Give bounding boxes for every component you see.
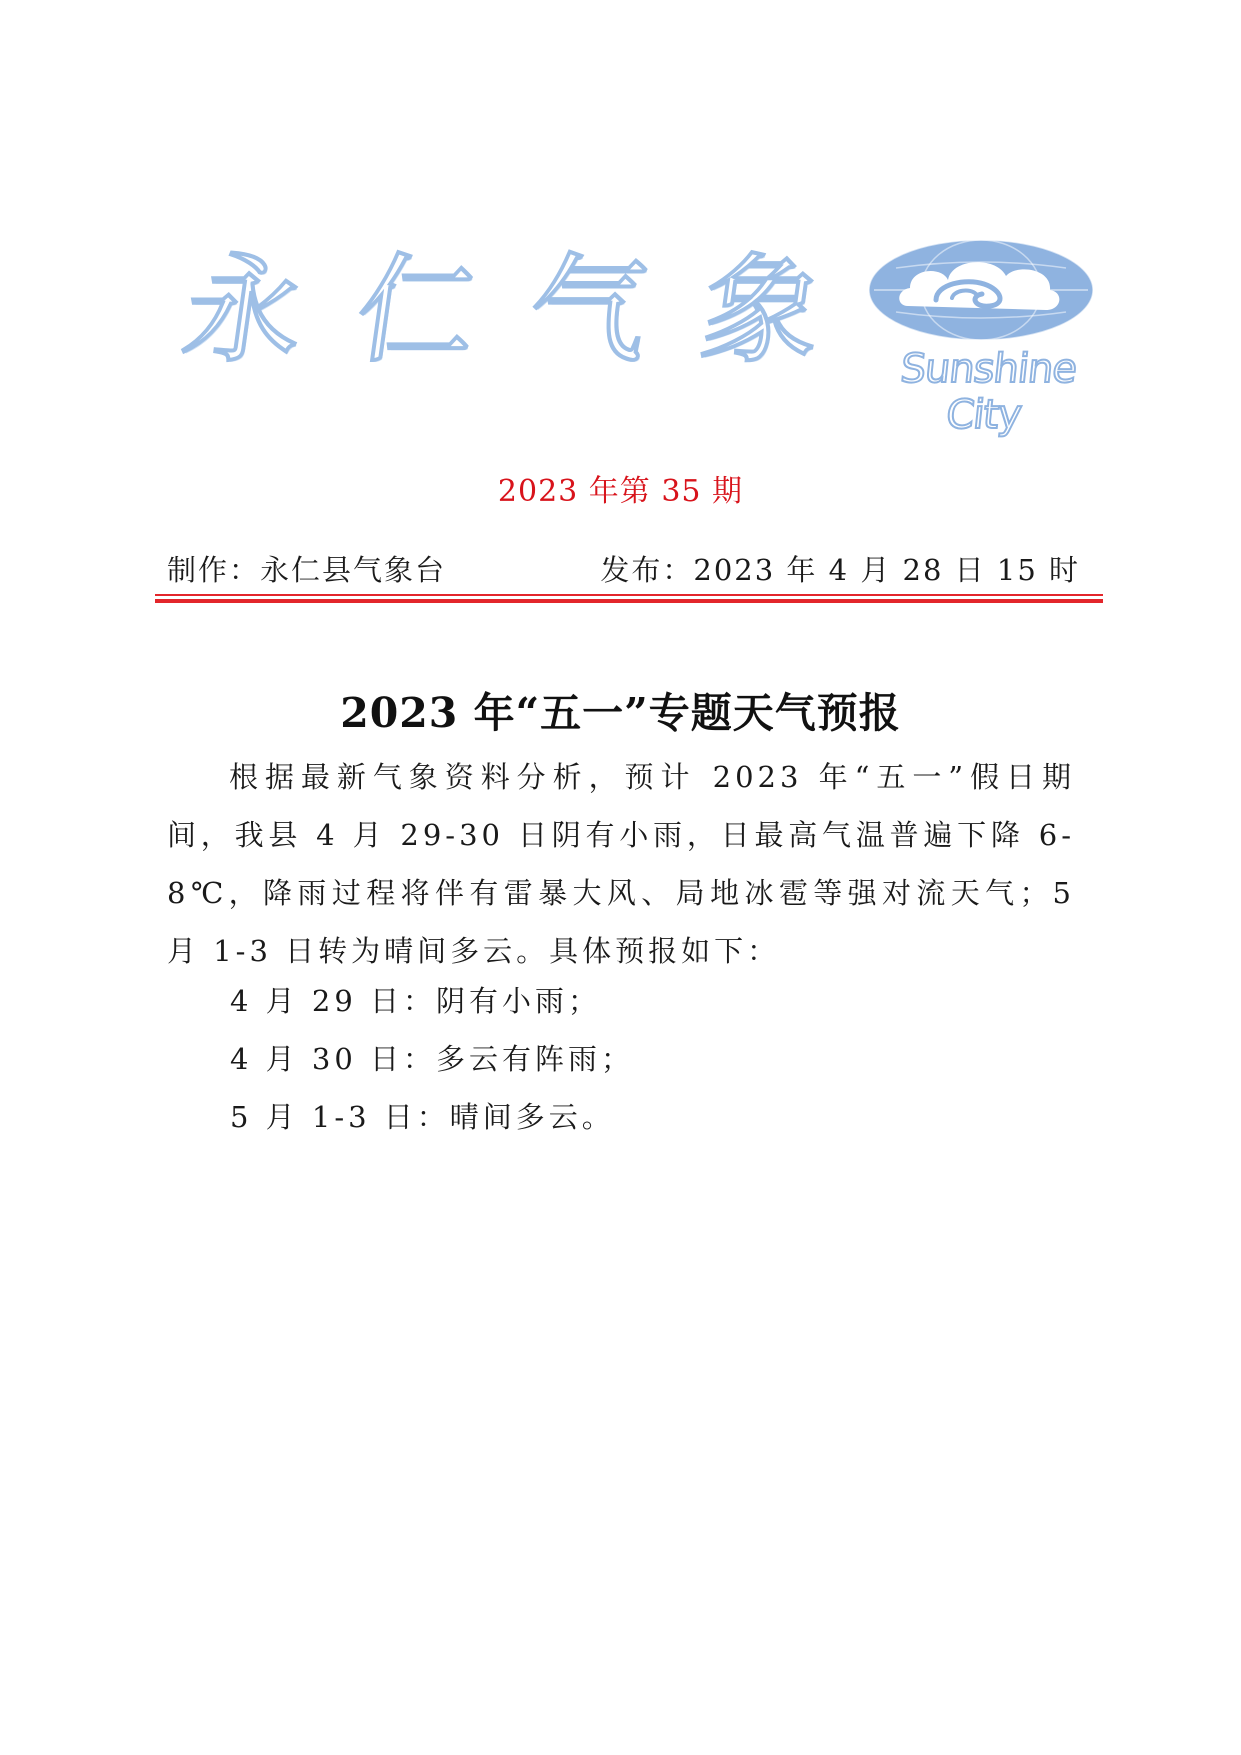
meta-line [167, 548, 1080, 589]
forecast-item: 4 月 29 日：阴有小雨； [230, 984, 602, 1018]
article-paragraph: 根据最新气象资料分析，预计 2023 年“五一”假日期间，我县 4 月 29-30 日阴有小雨，日最高气温普遍下降 6-8℃，降雨过程将伴有雷暴大风、局地冰雹等强对流天气；5 月 1-3 日转为晴间多云。具体预报如下： [167, 760, 1075, 968]
producer-name: 永仁县气象台 [260, 553, 447, 587]
producer-info [167, 548, 446, 589]
masthead-title [175, 235, 835, 385]
forecast-item: 4 月 30 日：多云有阵雨； [230, 1042, 635, 1076]
header-divider-thick [155, 599, 1103, 603]
article-title: 2023 年“五一”专题天气预报 [340, 689, 901, 737]
masthead-char: 永 [175, 241, 317, 379]
masthead-char: 气 [520, 241, 663, 379]
logo-text: Sunshine City [898, 346, 1079, 438]
release-label: 发布： [600, 553, 694, 587]
issue-number: 2023 年第 35 期 [497, 474, 744, 509]
release-time: 2023 年 4 月 28 日 15 时 [693, 553, 1080, 587]
masthead-char: 象 [693, 241, 835, 379]
masthead-char: 仁 [347, 241, 490, 379]
header-divider-thin [155, 594, 1103, 596]
release-info [600, 548, 1080, 589]
producer-label: 制作： [167, 553, 261, 587]
globe-cloud-icon [866, 238, 1096, 348]
forecast-list [230, 972, 634, 1146]
forecast-item: 5 月 1-3 日：晴间多云。 [230, 1100, 615, 1134]
